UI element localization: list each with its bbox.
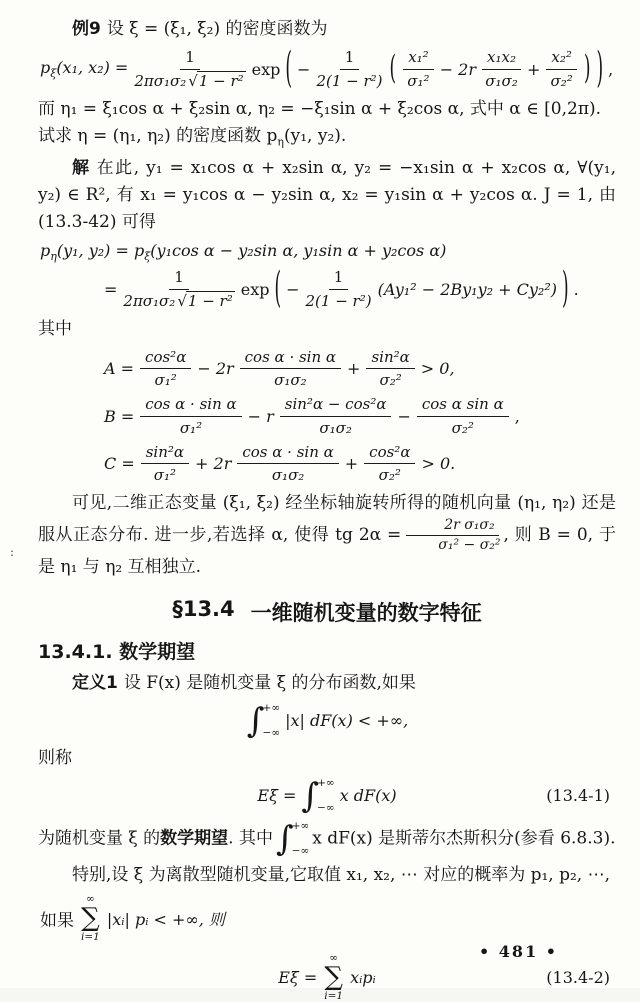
upper-limit: +∞ bbox=[262, 701, 281, 714]
outer-open-paren: ( bbox=[274, 264, 282, 315]
integral-sign: ∫ bbox=[246, 700, 265, 741]
expectation-text: x dF(x) 是斯蒂尔杰斯积分(参看 6.8.3). bbox=[312, 828, 616, 849]
density-formula bbox=[38, 44, 616, 95]
p-subscript: ξ bbox=[50, 67, 57, 81]
lower-limit: −∞ bbox=[262, 727, 281, 740]
minus-sign: − bbox=[297, 59, 311, 79]
equation-number: (13.4-2) bbox=[546, 967, 610, 987]
operator: − bbox=[397, 406, 411, 426]
upper-limit: +∞ bbox=[317, 776, 335, 789]
summation bbox=[324, 953, 343, 1002]
example9-label: 例9 bbox=[72, 19, 101, 39]
section-number: §13.4 bbox=[172, 596, 235, 621]
comma: , bbox=[608, 59, 614, 79]
upper-limit: ∞ bbox=[329, 951, 339, 964]
p-symbol: p bbox=[40, 58, 51, 78]
conclusion-paragraph bbox=[38, 490, 616, 581]
fraction bbox=[140, 348, 191, 391]
denominator: σ₁σ₂ bbox=[319, 418, 352, 437]
lower-limit: i=1 bbox=[81, 931, 100, 944]
term2-fraction bbox=[482, 48, 521, 91]
among-label: 其中 bbox=[38, 318, 72, 339]
radicand: 1 − r² bbox=[198, 71, 244, 90]
lower-limit: −∞ bbox=[291, 845, 310, 858]
operator: + bbox=[526, 59, 541, 79]
numerator: cos²α bbox=[140, 348, 191, 370]
sum-sign: ∑ bbox=[81, 903, 100, 934]
definition1-text: 设 F(x) 是随机变量 ξ 的分布函数,如果 bbox=[123, 672, 416, 693]
expectation-text: . 其中 bbox=[228, 828, 273, 849]
ask-args: (y₁, y₂). bbox=[284, 125, 347, 146]
example9-intro-text: 设 ξ = (ξ₁, ξ₂) 的密度函数为 bbox=[106, 19, 328, 39]
definition1-label: 定义1 bbox=[72, 672, 118, 693]
conclusion-text: , 则 B = 0, 于是 η₁ 与 η₂ 互相独立. bbox=[38, 524, 616, 577]
subsection-heading: 13.4.1. 数学期望 bbox=[38, 640, 196, 663]
numerator: 1 bbox=[329, 268, 349, 290]
denominator bbox=[123, 290, 234, 311]
exp-label: exp bbox=[240, 279, 270, 299]
exponent-fraction bbox=[306, 268, 372, 311]
p-eta-line2 bbox=[102, 264, 616, 315]
fraction bbox=[366, 348, 414, 391]
numerator: cos²α bbox=[364, 443, 415, 465]
section-title: 一维随机变量的数字特征 bbox=[250, 600, 482, 625]
fraction bbox=[364, 443, 415, 486]
then-called-label: 则称 bbox=[38, 747, 72, 768]
p-eta-lhs bbox=[40, 241, 446, 263]
expectation-lhs: Eξ = bbox=[257, 786, 297, 806]
denominator: σ₁² − σ₂² bbox=[438, 536, 501, 553]
outer-close-paren: ) bbox=[561, 264, 569, 315]
p-subscript: ξ bbox=[144, 250, 151, 264]
exp-label: exp bbox=[251, 59, 281, 79]
lhs: A = bbox=[104, 359, 135, 379]
comma: , bbox=[514, 406, 520, 426]
condition-formula bbox=[38, 702, 616, 740]
numerator: sin²α bbox=[366, 348, 414, 370]
den-text: 2πσ₁σ₂ bbox=[134, 71, 187, 90]
p-subscript: η bbox=[277, 134, 284, 148]
denominator bbox=[134, 70, 245, 91]
tg-fraction bbox=[404, 517, 500, 554]
operator: + bbox=[347, 359, 361, 379]
term3-fraction bbox=[546, 48, 577, 91]
p-eta-line1 bbox=[38, 241, 616, 263]
expectation-term: 数学期望 bbox=[160, 828, 229, 849]
formula-C bbox=[102, 443, 616, 486]
integral-limits bbox=[317, 777, 335, 815]
numerator: cos α · sin α bbox=[140, 395, 241, 417]
denominator: 2(1 − r²) bbox=[316, 71, 383, 90]
denominator: σ₁² bbox=[153, 466, 177, 485]
solution-label: 解 bbox=[72, 157, 91, 178]
lower-limit: −∞ bbox=[317, 802, 335, 815]
denominator: σ₁² bbox=[154, 371, 177, 390]
denominator: σ₂² bbox=[378, 466, 401, 485]
sum-sign: ∑ bbox=[324, 962, 343, 993]
special-paragraph-line1: 特别,设 ξ 为离散型随机变量,它取值 x₁, x₂, ⋯ 对应的概率为 p₁, p₂, ⋯, bbox=[72, 864, 611, 885]
integral bbox=[301, 777, 334, 815]
equals-p: (y₁, y₂) = p bbox=[56, 240, 145, 260]
condition-pre: 如果 bbox=[40, 910, 74, 931]
inequality: > 0. bbox=[421, 454, 456, 474]
numerator: cos α sin α bbox=[417, 395, 509, 417]
integral bbox=[276, 820, 309, 858]
quadratic-form: (Ay₁² − 2By₁y₂ + Cy₂²) bbox=[377, 279, 557, 299]
denominator: σ₁σ₂ bbox=[271, 466, 305, 485]
sqrt-sign: √ bbox=[177, 291, 187, 310]
operator: − 2r bbox=[439, 59, 477, 79]
denominator: σ₂² bbox=[451, 418, 474, 437]
integral bbox=[247, 702, 280, 740]
special-paragraph-line2 bbox=[38, 894, 616, 943]
fraction bbox=[280, 395, 392, 438]
inequality: > 0, bbox=[420, 359, 455, 379]
integral-limits bbox=[292, 820, 310, 858]
example9-intro bbox=[38, 16, 616, 43]
definition1-paragraph bbox=[38, 670, 616, 697]
period: . bbox=[573, 279, 579, 299]
summand: xᵢpᵢ bbox=[350, 967, 376, 987]
lower-limit: i=1 bbox=[324, 990, 344, 1002]
operator: + 2r bbox=[195, 454, 232, 474]
denominator: σ₂² bbox=[379, 371, 402, 390]
operator: − r bbox=[247, 406, 274, 426]
expectation-paragraph bbox=[38, 820, 616, 858]
numerator: 1 bbox=[340, 48, 360, 70]
denominator: σ₁σ₂ bbox=[485, 71, 518, 90]
numerator: sin²α bbox=[141, 443, 189, 465]
eta-definition-line: 而 η₁ = ξ₁cos α + ξ₂sin α, η₂ = −ξ₁sin α + ξ₂cos α, 式中 α ∈ [0,2π). bbox=[38, 98, 602, 119]
expectation-text: 为随机变量 ξ 的 bbox=[38, 828, 161, 849]
scan-artifact-mark: : bbox=[10, 545, 15, 559]
numerator: x₂² bbox=[546, 48, 577, 70]
operator: + bbox=[344, 454, 359, 474]
ask-line bbox=[38, 123, 616, 155]
conclusion-text: 可见,二维正态变量 (ξ₁, ξ₂) 经坐标轴旋转所得的随机向量 (η₁, η₂) 还是服从正态分布. 进一步,若选择 α, 使得 tg 2α = bbox=[38, 493, 616, 545]
equation-number: (13.4-1) bbox=[546, 786, 610, 806]
inner-open-paren: ( bbox=[389, 50, 397, 89]
numerator: 2r σ₁σ₂ bbox=[406, 517, 498, 536]
p-eta-args: (y₁cos α − y₂sin α, y₁sin α + y₂cos α) bbox=[150, 240, 447, 260]
denominator: 2(1 − r²) bbox=[305, 291, 372, 310]
solution-paragraph bbox=[38, 155, 616, 236]
condition-post: |xᵢ| pᵢ < +∞, 则 bbox=[106, 909, 225, 929]
inner-close-paren: ) bbox=[583, 50, 591, 89]
integral-limits bbox=[263, 702, 281, 740]
density-args: (x₁, x₂) = bbox=[56, 58, 129, 78]
solution-text: 在此, y₁ = x₁cos α + x₂sin α, y₂ = −x₁sin α + x₂cos α, ∀(y₁, y₂) ∈ R², 有 x₁ = y₁cos α − y₂sin α, x₂ = y₁sin α + y₂cos α. J = 1, 由 (13.3-42) 可得 bbox=[38, 157, 616, 232]
p-symbol: p bbox=[40, 240, 51, 260]
lhs: C = bbox=[104, 454, 135, 474]
expectation-lhs: Eξ = bbox=[278, 967, 318, 987]
term1-fraction bbox=[403, 48, 434, 91]
fraction bbox=[417, 395, 509, 438]
numerator: cos α · sin α bbox=[240, 348, 341, 370]
exponent-fraction bbox=[316, 48, 382, 91]
sqrt-sign: √ bbox=[188, 71, 198, 90]
fraction bbox=[237, 443, 338, 486]
numerator: 1 bbox=[180, 48, 200, 70]
fraction bbox=[240, 348, 341, 391]
summation bbox=[81, 894, 100, 943]
outer-close-paren: ) bbox=[596, 44, 604, 95]
coefficient-fraction bbox=[134, 48, 245, 91]
p-subscript: η bbox=[50, 250, 57, 264]
operator: − 2r bbox=[197, 359, 234, 379]
integral-sign: ∫ bbox=[301, 775, 320, 816]
page-number: • 481 • bbox=[479, 942, 558, 961]
formula-B bbox=[102, 395, 616, 438]
numerator: cos α · sin α bbox=[237, 443, 338, 465]
coefficient-fraction bbox=[123, 268, 234, 311]
integral-sign: ∫ bbox=[275, 818, 294, 859]
radicand: 1 − r² bbox=[187, 291, 233, 310]
denominator: σ₁σ₂ bbox=[274, 371, 307, 390]
ask-text: 试求 η = (η₁, η₂) 的密度函数 p bbox=[38, 125, 278, 146]
integrand: |x| dF(x) < +∞, bbox=[285, 711, 409, 731]
numerator: sin²α − cos²α bbox=[280, 395, 392, 417]
density-lhs bbox=[40, 58, 128, 80]
integrand: x dF(x) bbox=[339, 786, 397, 806]
equals-sign: = bbox=[104, 279, 118, 299]
numerator: 1 bbox=[169, 268, 189, 290]
formula-A bbox=[102, 348, 616, 391]
numerator: x₁x₂ bbox=[482, 48, 521, 70]
denominator: σ₁² bbox=[179, 418, 203, 437]
denominator: σ₂² bbox=[550, 71, 573, 90]
section-heading bbox=[38, 597, 616, 627]
denominator: σ₁² bbox=[407, 71, 430, 90]
fraction bbox=[141, 443, 189, 486]
fraction bbox=[140, 395, 241, 438]
den-text: 2πσ₁σ₂ bbox=[123, 291, 176, 310]
upper-limit: +∞ bbox=[291, 819, 310, 832]
minus-sign: − bbox=[286, 279, 300, 299]
lhs: B = bbox=[104, 406, 135, 426]
numerator: x₁² bbox=[403, 48, 434, 70]
outer-open-paren: ( bbox=[285, 44, 293, 95]
upper-limit: ∞ bbox=[86, 892, 95, 905]
equation-13-4-1 bbox=[38, 777, 616, 815]
